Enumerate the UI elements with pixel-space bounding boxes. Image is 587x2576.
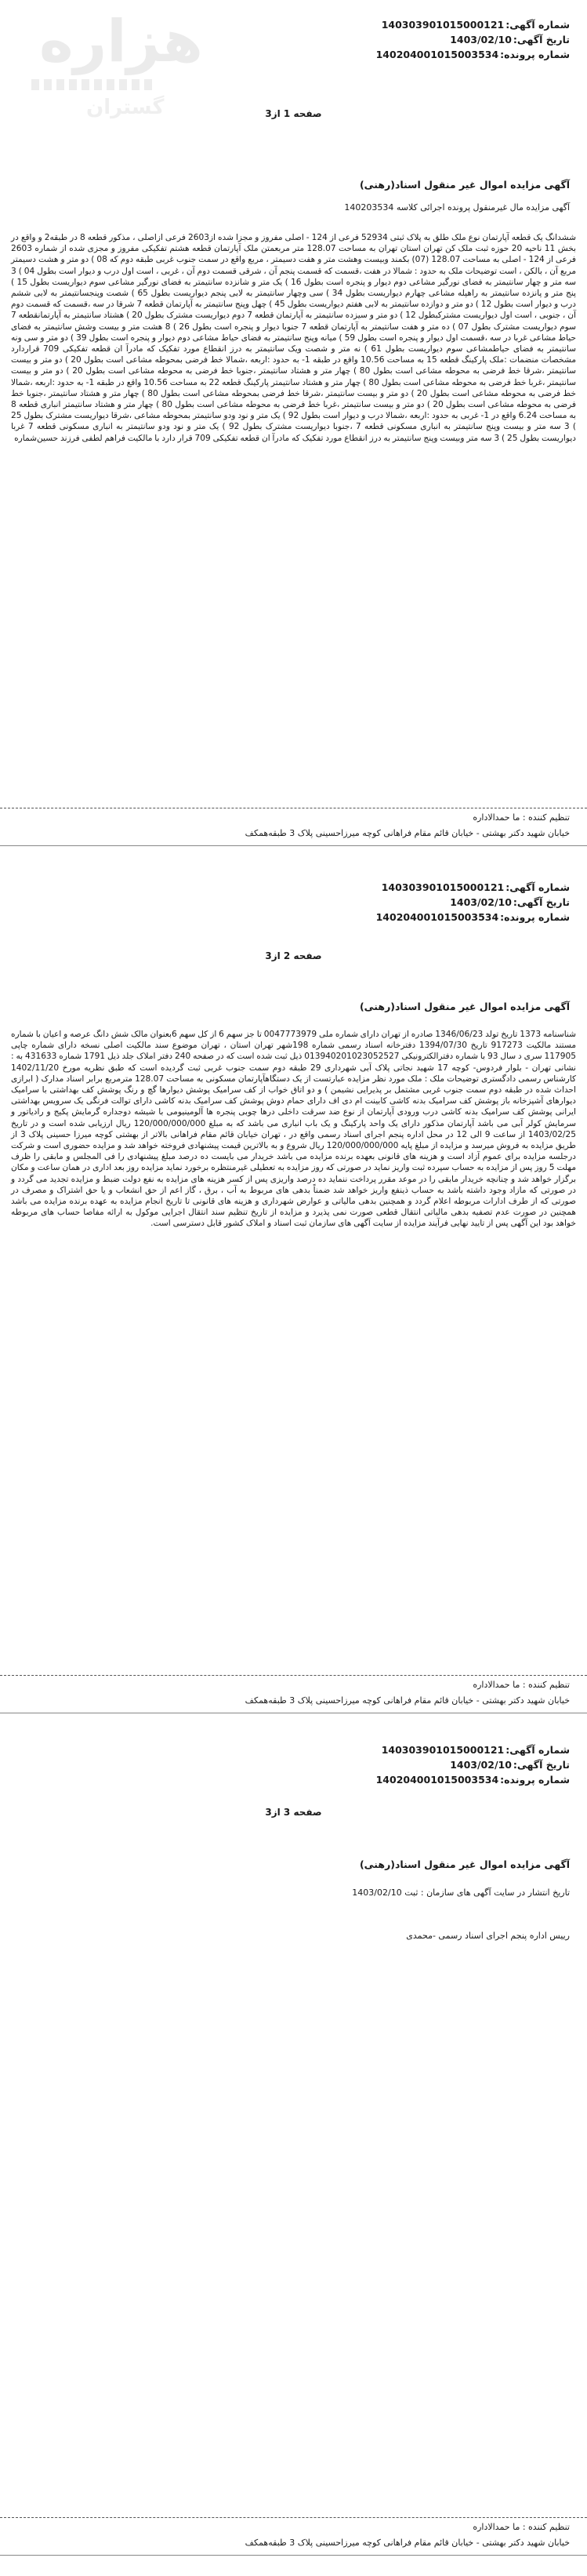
- notice-number-label: شماره آگهی:: [505, 881, 570, 893]
- notice-date-value: 1403/02/10: [450, 34, 512, 45]
- page-footer: [0, 1675, 587, 1719]
- notice-title: آگهی مزایده اموال غیر منقول اسناد(رهنی): [359, 1858, 570, 1870]
- notice-title: آگهی مزایده اموال غیر منقول اسناد(رهنی): [359, 1001, 570, 1012]
- case-number-row: [311, 910, 570, 925]
- notice-number-row: [311, 880, 570, 895]
- notice-title: آگهی مزایده اموال غیر منقول اسناد(رهنی): [359, 179, 570, 191]
- footer-divider-bottom: [0, 2555, 587, 2556]
- notice-number-row: [311, 17, 570, 32]
- page-number: صفحه 2 از3: [265, 950, 322, 961]
- page-footer: [0, 808, 587, 852]
- notice-date-value: 1403/02/10: [450, 1759, 512, 1771]
- footer-divider: [0, 2517, 587, 2518]
- notice-date-label: تاریخ آگهی:: [513, 1759, 570, 1771]
- notice-body: ششدانگ یک قطعه آپارتمان نوع ملک طلق به پلاک ثبتی 52934 فرعی از 124 - اصلی مفروز و مجزا شده از2603 فرعی ازاصلی ، مذکور قطعه 8 در طبقه2 و واقع در بخش 11 ناحیه 20 حوزه ثبت ملک کن تهران استان تهران به مساحت 128.07 متر مربعمتن ملک آپارتمان قطعه هشتم تفکیکی مفروز و مجزی شده از شماره 2603 فرعی از 124 - اصلی به مساحت 128.07 (07) بکمند وبیست وهشت متر و هفت دسیمتر ، مربع واقع در سمت جنوب غربی طبقه دوم که 08 ) دو متر و هشت دسیمتر مربع آن ، بالکن ، است توضیحات ملک به حدود : شمالا در هفت ،قسمت که قسمت پنجم آن ، شرقی قسمت دوم آن ، غربی ، است اول درب و دیوار است بطول 04 ) 3 سه متر و چهار سانتیمتر به فضای نورگیر مشاعی دوم دیوار و پنجره است بطول 16 ) یک متر و شانزده سانتیمتر به فضای نورگیر مشاعی سوم دیواریست بطول 15 ) پنج متر و پانزده سانتیمتر به راهپله مشاعی چهارم دیواریست بطول 34 ) سی وچهار سانتیمتر به لابی پنجم دیواریست بطول 65 ) شصت وپنجسانتیمتر به لابی ششم درب و دیوار است بطول 12 ) دو متر و دوازده سانتیمتر به لابی هفتم دیواریست بطول 45 ) چهل وپنج سانتیمتر به آپارتمان قطعه 7 شرقا در سه ،قسمت که قسمت دوم آن ، جنوبی ، است اول دیواریست مشترکبطول 12 ) دو متر و سیزده سانتیمتر به آپارتمان قطعه 7 دوم دیواریست مشترک بطول 20 ) هشتاد سانتیمتر به آپارتمانقطعه 7 سوم دیواریست مشترک بطول 07 ) ده متر و هفت سانتیمتر به آپارتمان قطعه 7 جنوبا دیوار و پنجره است بطول 26 ) 8 هشت متر و بیست وشش سانتیمتر به فضای حیاط مشاعی غربا در سه ،قسمت اول دیوار و پنجره است بطول 59 ) میانه وپنج سانتیمتر به فضای حیاط مشاعی دوم دیوار و پنجره است بطول 39 ) دو متر و سی ونه سانتیمتر به فضای حیاطمشاعی سوم دیواریست بطول 61 ) نه متر و شصت ویک سانتیمتر به درز انقطاع مورد تفکیک که مادرآ ان قطعه تفکیکی 709 قراردارد مشخصات منضمات :ملک پارکینگ قطعه 15 به مساحت 10.56 واقع در طبقه 1- به حدود :اربعه ،شمالا خط فرضی بمحوطه مشاعی است بطول 20 ) دو متر و بیست سانتیمتر ،شرقا خط فرضی به محوطه مشاعی است بطول 80 ) چهار متر و هشتاد سانتیمتر ،جنوبا خط فرضی به محوطه مشاعی است بطول 20 ) دو متر و بیست سانتیمتر ،غربا خط فرضی به محوطه مشاعی است بطول 80 ) چهار متر و هشتاد سانتیمتر پارکینگ قطعه 22 به مساحت 10.56 واقع در طبقه 1- به حدود :اربعه ،شمالا خط فرضی به محوطه مشاعی است بطول 20 ) دو متر و بیست سانتیمتر ،شرقا خط فرضی بمحوطه مشاعی است بطول 80 ) چهار متر و هشتاد سانتیمتر ،جنوبا خط فرضی به محوطه مشاعی است بطول 20 ) دو متر و بیست سانتیمتر ،غربا خط فرضی به محوطه مشاعی است بطول 80 ) چهار متر و هشتاد سانتیمتر انباری قطعه 8 به مساحت 6.24 واقع در 1- غربی به حدود :اربعه ،شمالا درب و دیوار است بطول 92 ) یک متر و نود ودو سانتیمتر بمحوطه مشاعی ،شرقا دیواریست مشترک بطول 25 ) 3 سه متر و بیست وپنج سانتیمتر به انباری مسکونی قطعه 7 ،جنوبا دیواریست مشترک بطول 92 ) یک متر و نود ودو سانتیمتر به انباری مسکونی قطعه 7 غربا دیواریست بطول 25 ) 3 سه متر وبیست وپنج سانتیمتر به درز انقطاع مورد تفکیک که مادرآ ان قطعه تفکیکی 709 قرار دارد با مالکیت فراهم لطفی فرزند حسین‌شماره: [11, 233, 577, 443]
- notice-date-row: [311, 895, 570, 910]
- notice-date-label: تاریخ آگهی:: [513, 896, 570, 908]
- page-footer: [0, 2517, 587, 2561]
- page-2: [0, 863, 587, 1725]
- signature-line: رییس اداره پنجم اجرای اسناد رسمی -محمدی: [406, 1931, 570, 1941]
- notice-number-value: 140303901015000121: [381, 881, 505, 893]
- case-number-value: 140204001015003534: [375, 1774, 499, 1786]
- notice-number-label: شماره آگهی:: [505, 19, 570, 31]
- watermark-big-text: هزاره: [39, 8, 203, 75]
- watermark-small-text: گستران: [86, 96, 165, 119]
- page-number: صفحه 1 از3: [265, 108, 322, 119]
- notice-number-value: 140303901015000121: [381, 1744, 505, 1756]
- publish-date-line: تاریخ انتشار در سایت آگهی های سازمان : ثبت 1403/02/10: [352, 1887, 570, 1898]
- case-number-label: شماره پرونده:: [500, 911, 570, 923]
- notice-number-label: شماره آگهی:: [505, 1744, 570, 1756]
- notice-number-value: 140303901015000121: [381, 19, 505, 31]
- notice-meta: [311, 1742, 570, 1787]
- case-number-label: شماره پرونده:: [500, 49, 570, 60]
- notice-date-value: 1403/02/10: [450, 896, 512, 908]
- case-number-value: 140204001015003534: [375, 49, 499, 60]
- page-1: [0, 0, 587, 863]
- notice-date-row: [311, 1757, 570, 1772]
- footer-address: خیابان شهید دکتر بهشتی - خیابان قائم مقام فراهانی کوچه میرزاحسینی پلاک 3 طبقه‌همکف: [245, 828, 570, 838]
- case-number-label: شماره پرونده:: [500, 1774, 570, 1786]
- page-number: صفحه 3 از3: [265, 1807, 322, 1818]
- watermark-stripe: [31, 79, 157, 90]
- notice-number-row: [311, 1742, 570, 1757]
- notice-subtitle: آگهی مزایده مال غیرمنقول پرونده اجرائی کلاسه 140203534: [344, 202, 570, 213]
- notice-meta: [311, 880, 570, 925]
- case-number-value: 140204001015003534: [375, 911, 499, 923]
- footer-divider: [0, 1675, 587, 1676]
- case-number-row: [311, 47, 570, 62]
- notice-date-label: تاریخ آگهی:: [513, 34, 570, 45]
- footer-address: خیابان شهید دکتر بهشتی - خیابان قائم مقام فراهانی کوچه میرزاحسینی پلاک 3 طبقه‌همکف: [245, 1695, 570, 1706]
- notice-date-row: [311, 32, 570, 47]
- case-number-row: [311, 1772, 570, 1787]
- notice-meta: [311, 17, 570, 62]
- page-3: [0, 1725, 587, 2576]
- footer-issuer: تنظیم کننده : ما حمدالاداره: [473, 812, 570, 823]
- footer-issuer: تنظیم کننده : ما حمدالاداره: [473, 2522, 570, 2532]
- footer-issuer: تنظیم کننده : ما حمدالاداره: [473, 1680, 570, 1690]
- footer-divider-bottom: [0, 845, 587, 846]
- footer-address: خیابان شهید دکتر بهشتی - خیابان قائم مقام فراهانی کوچه میرزاحسینی پلاک 3 طبقه‌همکف: [245, 2538, 570, 2548]
- notice-body: شناسنامه 1373 تاریخ تولد 1346/06/23 صادره از تهران دارای شماره ملی 0047773979 تا جز سهم 6 از کل سهم 6بعنوان مالک شش دانگ عرصه و اعیان با شماره مستند مالکیت 917273 تاریخ 1394/07/30 دفترخانه اسناد رسمی شماره 198شهر تهران استان ، تهران موضوع سند مالکیت اصلی نسخه دارای شماره چاپی 117905 سری د سال 93 با شماره دفترالکترونیکی 013940201023052527 ذیل ثبت شده است که در صفحه 240 دفتر املاک جلد ذیل 1791 شماره 431633 به : نشانی تهران - بلوار فردوس- کوچه 17 شهید نجاتی پلاک آبی شهرداری 29 طبقه دوم سمت جنوب غربی ثبت گردیده است که طبق نظریه مورخ 1402/11/20 کارشناس رسمی دادگستری توضیحات ملک : ملک مورد نظر مزایده عبارتست از یک دستگاهآپارتمان مسکونی به مساحت 128.07 مترمربع برابر اسناد مدارک ( ابرازی احداث شده در طبقه دوم سمت جنوب غربی مشتمل بر پذیرایی نشیمن ) و دو اتاق خواب از کف سرامیک پوشش دیوارها گچ و رنگ پوشش کف بهداشتی با سرامیک دیوارهای آشپزخانه باز پوشش کف سرامیک بدنه کاشی کابینت ام دی اف دارای حمام دوش پوشش کف سرامیک بدنه کاشی دارای توالت فرنگی یک سرویس بهداشتی ایرانی پوشش کف سرامیک بدنه کاشی درب ورودی آپارتمان از نوع ضد سرقت داخلی درها چوبی پنجره ها آلومینیومی با شیشه دوجداره گرمایش پکیج و رادیاتور و سرمایش کولر آبی می باشد آپارتمان مذکور دارای یک واحد پارکینگ و یک باب انباری می باشد که به مبلغ 120/000/000/000 ریال ارزیابی شده است و در تاریخ 1403/02/25 از ساعت 9 الی 12 در محل اداره پنجم اجرای اسناد رسمی واقع در ، تهران خیابان قائم مقام فراهانی بالاتر از بهشتی کوچه میرزا حسینی پلاک 3 از طریق مزایده به فروش میرسد و مزایده از مبلغ پایه 120/000/000/000 ریال شروع و به بالاترین قیمت پیشنهادی فروخته خواهد شد و مزایده حضوری است و شرکت درجلسه مزایده برای عموم آزاد است و هزینه های قانونی بعهده برنده مزایده می باشد خریدار می بایست ده درصد مبلغ پیشنهادی را فی المجلس و مابقی را ظرف مهلت 5 روز پس از مزایده به حساب سپرده ثبت واریز نماید در صورتی که روز مزایده به تعطیلی غیرمنتظره برخورد نماید مزایده روز بعد اداری در همان ساعت و مکان برگزار خواهد شد و چنانچه خریدار مابقی را در موعد مقرر پرداخت ننماید ده درصد واریزی پس از کسر هزینه های مزایده به نفع دولت ضبط و مزایده تجدید می گردد و در صورتی که مازاد وجود داشته باشد به حساب ذینفع واریز خواهد شد ضمناً بدهی های مربوط به آب ، برق ، گاز اعم از حق انشعاب و یا حق اشتراک و مصرف در صورتی که از طرف ادارات مربوطه اعلام گردد و همچنین بدهی مالیاتی و عوارض شهرداری و هزینه های قانونی تا تاریخ انجام مزایده به عهده برنده مزایده می باشد همچنین در صورت عدم تصفیه بدهی مالیاتی انتقال قطعی صورت نمی پذیرد و مزایده از تاریخ تنظیم سند انتقال اجرایی موکول به ارائه مفاصا حساب های مربوطه خواهد بود این آگهی پس از تایید نهایی فرآیند مزایده از سایت آگهی های سازمان ثبت اسناد و املاک کشور قابل دسترسی است.: [11, 1030, 576, 1229]
